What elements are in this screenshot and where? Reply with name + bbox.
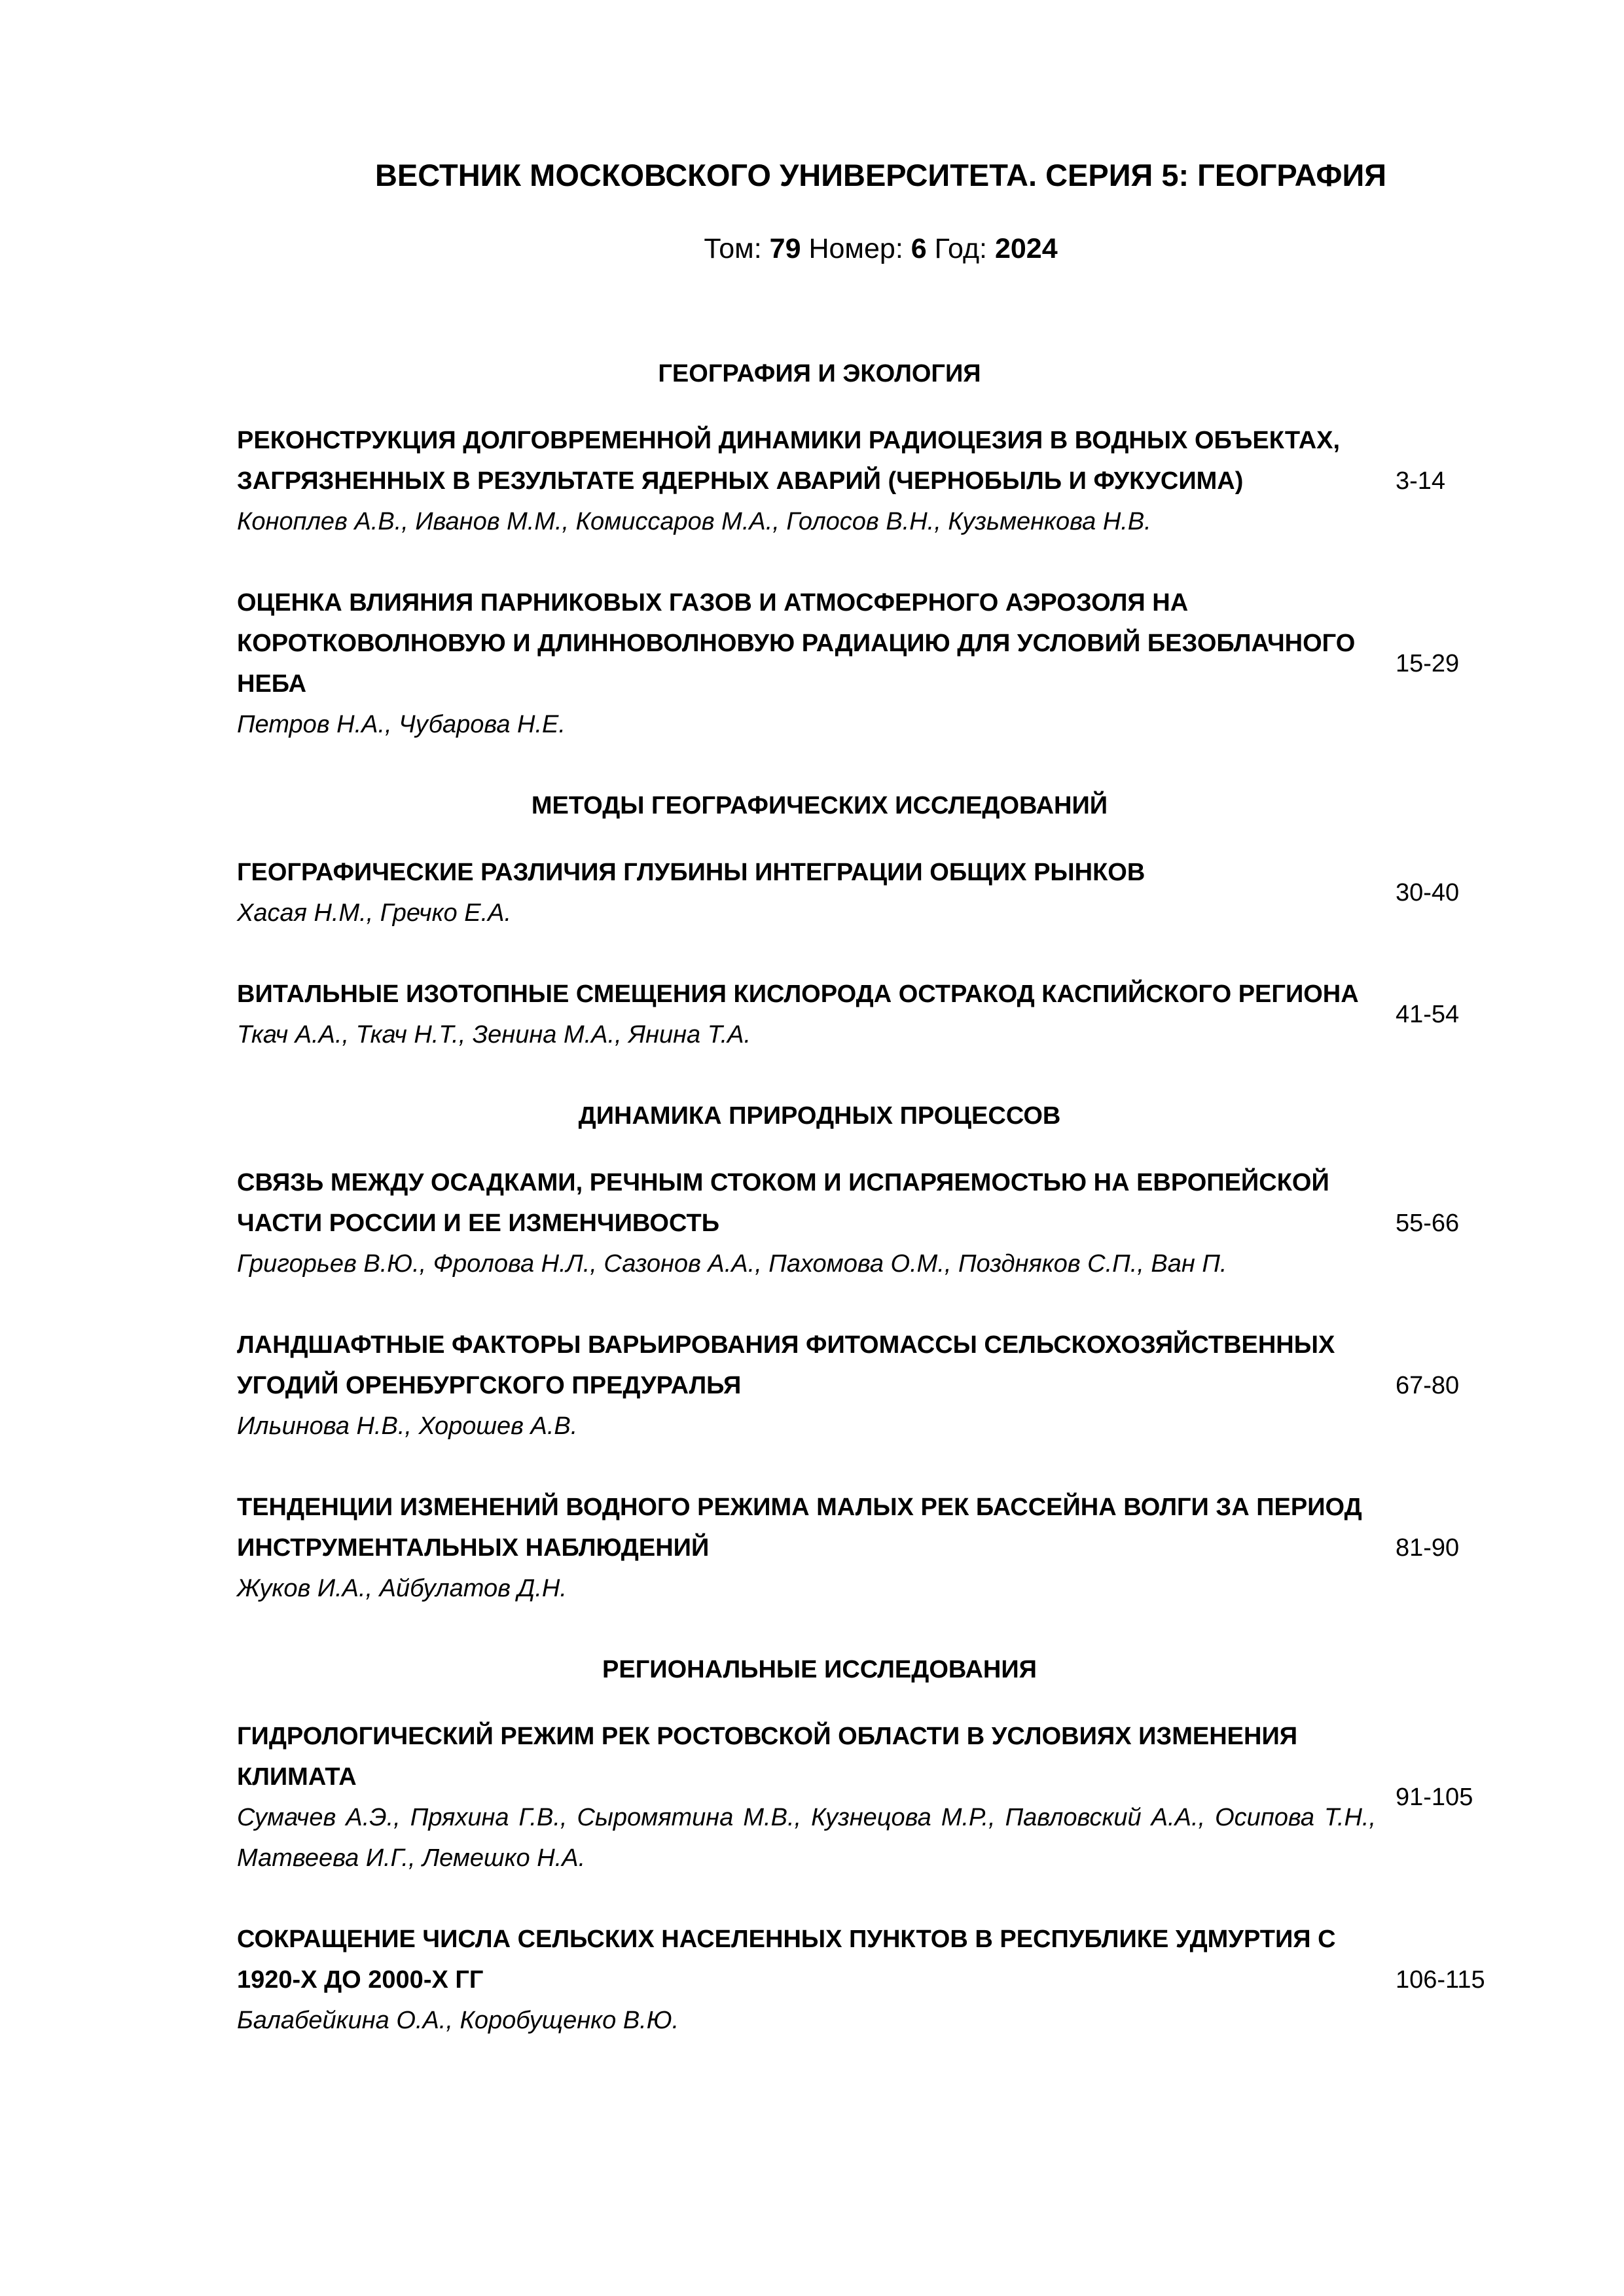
volume-label: Том: [704, 233, 762, 264]
year-value: 2024 [994, 233, 1058, 264]
article-authors: Жуков И.А., Айбулатов Д.Н. [237, 1575, 567, 1602]
article-authors: Коноплев А.В., Иванов М.М., Комиссаров М.А., Голосов В.Н., Кузьменкова Н.В. [237, 508, 1151, 535]
article-title: ГИДРОЛОГИЧЕСКИЙ РЕЖИМ РЕК РОСТОВСКОЙ ОБЛАСТИ В УСЛОВИЯХ ИЗМЕНЕНИЯ КЛИМАТА [237, 1723, 1298, 1791]
toc-entry [237, 1325, 1507, 1446]
article-authors: Ткач А.А., Ткач Н.Т., Зенина М.А., Янина Т.А. [237, 1021, 751, 1049]
article-title: ОЦЕНКА ВЛИЯНИЯ ПАРНИКОВЫХ ГАЗОВ И АТМОСФЕРНОГО АЭРОЗОЛЯ НА КОРОТКОВОЛНОВУЮ И ДЛИННОВОЛНОВУЮ РАДИАЦИЮ ДЛЯ УСЛОВИЙ БЕЗОБЛАЧНОГО НЕБА [237, 589, 1356, 698]
page-range: 3-14 [1396, 467, 1446, 495]
section-heading: ДИНАМИКА ПРИРОДНЫХ ПРОЦЕССОВ [578, 1102, 1061, 1130]
toc-entry [237, 583, 1507, 745]
article-title: ЛАНДШАФТНЫЕ ФАКТОРЫ ВАРЬИРОВАНИЯ ФИТОМАССЫ СЕЛЬСКОХОЗЯЙСТВЕННЫХ УГОДИЙ ОРЕНБУРГСКОГО ПРЕДУРАЛЬЯ [237, 1331, 1335, 1399]
article-title: ТЕНДЕНЦИИ ИЗМЕНЕНИЙ ВОДНОГО РЕЖИМА МАЛЫХ РЕК БАССЕЙНА ВОЛГИ ЗА ПЕРИОД ИНСТРУМЕНТАЛЬНЫХ НАБЛЮДЕНИЙ [237, 1494, 1362, 1562]
article-authors: Балабейкина О.А., Коробущенко В.Ю. [237, 2007, 679, 2034]
toc-entry [237, 1919, 1507, 2041]
entry-text [237, 1487, 1376, 1609]
page-range: 30-40 [1396, 879, 1460, 906]
article-title: РЕКОНСТРУКЦИЯ ДОЛГОВРЕМЕННОЙ ДИНАМИКИ РАДИОЦЕЗИЯ В ВОДНЫХ ОБЪЕКТАХ, ЗАГРЯЗНЕННЫХ В РЕЗУЛЬТАТЕ ЯДЕРНЫХ АВАРИЙ (ЧЕРНОБЫЛЬ И ФУКУСИМА) [237, 427, 1341, 495]
article-authors: Петров Н.А., Чубарова Н.Е. [237, 711, 566, 738]
article-title: СОКРАЩЕНИЕ ЧИСЛА СЕЛЬСКИХ НАСЕЛЕННЫХ ПУНКТОВ В РЕСПУБЛИКЕ УДМУРТИЯ С 1920-Х ДО 2000-Х ГГ [237, 1926, 1336, 1994]
page-range: 41-54 [1396, 1001, 1460, 1028]
page-range: 55-66 [1396, 1210, 1460, 1237]
table-of-contents [237, 353, 1507, 2081]
section-heading: ГЕОГРАФИЯ И ЭКОЛОГИЯ [658, 360, 981, 387]
article-authors: Ильинова Н.В., Хорошев А.В. [237, 1412, 578, 1440]
toc-entry [237, 852, 1507, 933]
year-label: Год: [934, 233, 988, 264]
article-authors: Григорьев В.Ю., Фролова Н.Л., Сазонов А.А., Пахомова О.М., Поздняков С.П., Ван П. [237, 1250, 1227, 1278]
entry-text [237, 1919, 1376, 2041]
toc-entry [237, 1162, 1507, 1284]
article-authors: Сумачев А.Э., Пряхина Г.В., Сыромятина М.В., Кузнецова М.Р., Павловский А.А., Осипова Т.Н., Матвеева И.Г., Лемешко Н.А. [237, 1804, 1376, 1872]
section-heading: РЕГИОНАЛЬНЫЕ ИССЛЕДОВАНИЯ [602, 1656, 1037, 1683]
article-title: СВЯЗЬ МЕЖДУ ОСАДКАМИ, РЕЧНЫМ СТОКОМ И ИСПАРЯЕМОСТЬЮ НА ЕВРОПЕЙСКОЙ ЧАСТИ РОССИИ И ЕЕ ИЗМЕНЧИВОСТЬ [237, 1169, 1329, 1237]
page-range: 15-29 [1396, 650, 1460, 677]
entry-text [237, 974, 1376, 1055]
page-range: 81-90 [1396, 1534, 1460, 1562]
entry-text [237, 852, 1376, 933]
page-range: 67-80 [1396, 1372, 1460, 1399]
entry-text [237, 420, 1376, 542]
toc-entry [237, 420, 1507, 542]
entry-text [237, 1162, 1376, 1284]
journal-title: ВЕСТНИК МОСКОВСКОГО УНИВЕРСИТЕТА. СЕРИЯ 5: ГЕОГРАФИЯ [374, 158, 1387, 192]
article-title: ГЕОГРАФИЧЕСКИЕ РАЗЛИЧИЯ ГЛУБИНЫ ИНТЕГРАЦИИ ОБЩИХ РЫНКОВ [237, 859, 1146, 886]
page-range: 106-115 [1396, 1966, 1485, 1994]
toc-entry [237, 974, 1507, 1055]
toc-entry [237, 1487, 1507, 1609]
toc-entry [237, 1716, 1507, 1878]
issue-info [0, 230, 1624, 267]
article-title: ВИТАЛЬНЫЕ ИЗОТОПНЫЕ СМЕЩЕНИЯ КИСЛОРОДА ОСТРАКОД КАСПИЙСКОГО РЕГИОНА [237, 980, 1359, 1008]
number-value: 6 [911, 233, 927, 264]
entry-text [237, 1325, 1376, 1446]
volume-value: 79 [769, 233, 801, 264]
article-authors: Хасая Н.М., Гречко Е.А. [237, 899, 512, 927]
entry-text [237, 583, 1376, 745]
page-range: 91-105 [1396, 1784, 1473, 1811]
section-heading: МЕТОДЫ ГЕОГРАФИЧЕСКИХ ИССЛЕДОВАНИЙ [531, 792, 1108, 819]
entry-text [237, 1716, 1376, 1878]
number-label: Номер: [808, 233, 903, 264]
